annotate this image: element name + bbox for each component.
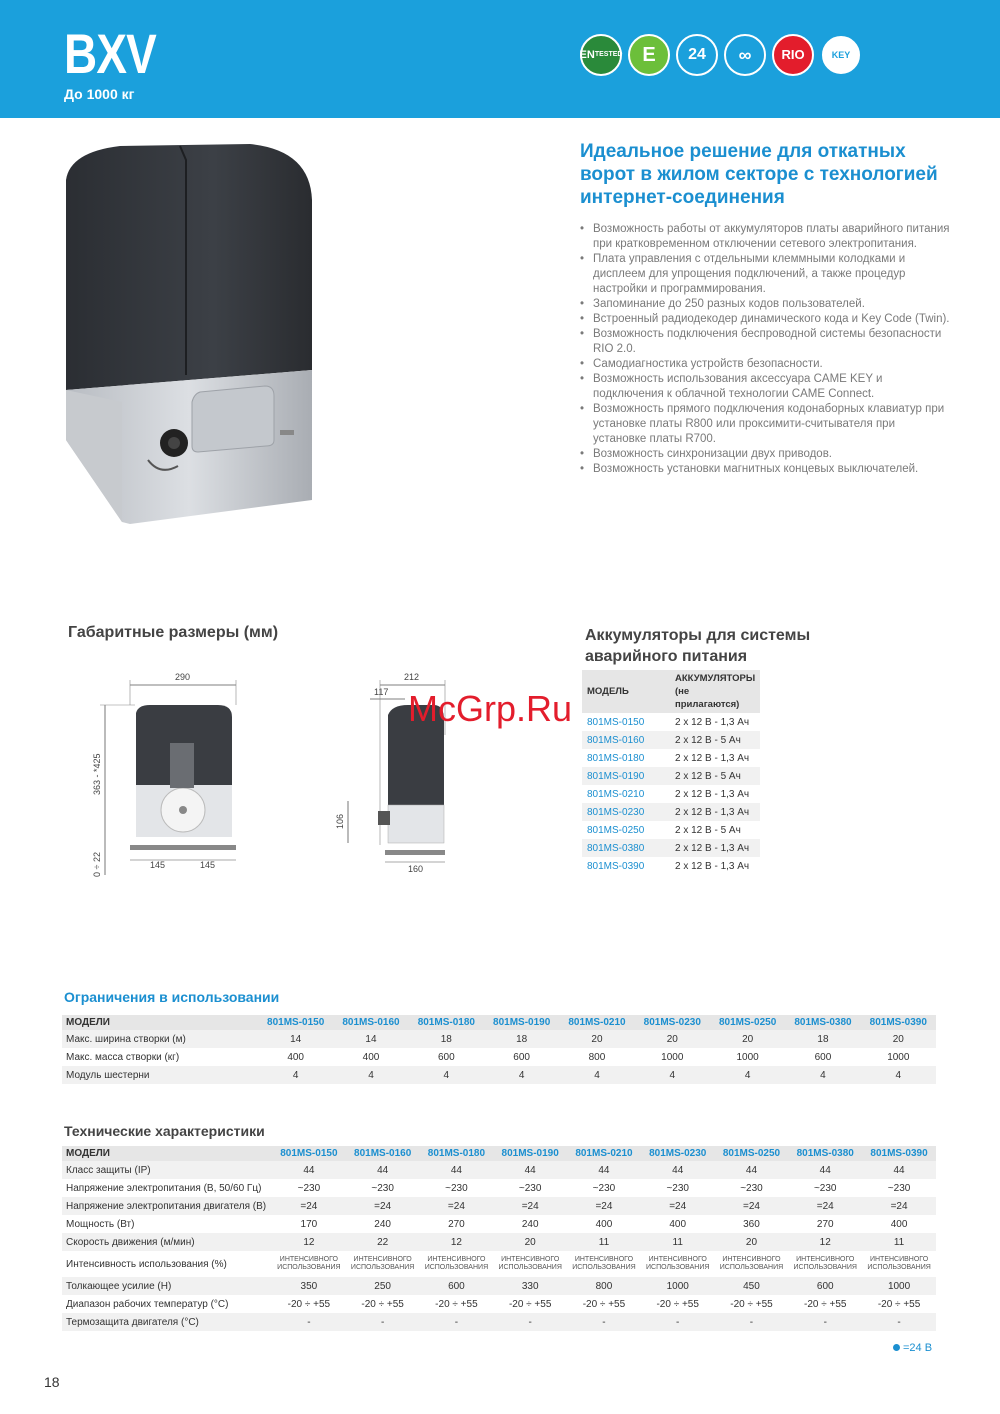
model-header: 801MS-0380 [788, 1146, 862, 1161]
battery-spec: 2 x 12 В - 1,3 Ач [675, 860, 750, 872]
front-width-label: 290 [175, 672, 191, 682]
battery-spec: 2 x 12 В - 1,3 Ач [675, 716, 750, 728]
en-tested-badge [580, 34, 622, 76]
cell-value: ~230 [297, 1182, 321, 1194]
dimensions-title: Габаритные размеры (мм) [68, 624, 279, 641]
cell-value: ~230 [666, 1182, 689, 1194]
cell-value: 4 [333, 1066, 408, 1084]
cell-value: 270 [448, 1218, 465, 1230]
models-header: МОДЕЛИ [62, 1015, 258, 1030]
cell-value: 270 [816, 1218, 834, 1230]
table-row [62, 1215, 936, 1233]
cell-value: =24 [788, 1197, 862, 1215]
cell-value: 1000 [661, 1051, 684, 1063]
batteries-col-battery-line2: (не прилагаются) [675, 686, 740, 710]
cell-value: - [272, 1313, 346, 1331]
feature-item: • Возможность установки магнитных концевых выключателей. [580, 462, 950, 477]
cell-value: ~230 [445, 1182, 468, 1194]
cell-value: 4 [559, 1066, 634, 1084]
table-row [582, 803, 760, 821]
cell-value: - [862, 1313, 936, 1331]
row-label: Толкающее усилие (Н) [62, 1277, 272, 1295]
cell-value: 600 [437, 1051, 455, 1063]
cell-value: ИНТЕНСИВНОГО ИСПОЛЬЗОВАНИЯ [424, 1256, 489, 1271]
battery-model: 801MS-0250 [587, 824, 645, 836]
cell-value: 800 [567, 1277, 641, 1295]
cell-value: ИНТЕНСИВНОГО ИСПОЛЬЗОВАНИЯ [277, 1256, 341, 1271]
cell-value: - [346, 1313, 420, 1331]
cell-value: ~230 [518, 1182, 542, 1194]
cell-value: 1000 [887, 1051, 910, 1063]
cell-value: - [420, 1313, 494, 1331]
cell-value: 44 [715, 1161, 789, 1179]
cell-value: 22 [346, 1233, 420, 1251]
cell-value: 11 [567, 1233, 641, 1251]
cell-value: =24 [567, 1197, 641, 1215]
side-base-label: 160 [408, 864, 424, 874]
cell-value: =24 [272, 1197, 346, 1215]
battery-model: 801MS-0210 [587, 788, 645, 800]
cell-value: 20 [635, 1030, 710, 1048]
cell-value: 1000 [862, 1277, 936, 1295]
cell-value: ИНТЕНСИВНОГО ИСПОЛЬЗОВАНИЯ [793, 1256, 857, 1271]
cell-value: 240 [374, 1218, 391, 1230]
cell-value: -20 ÷ +55 [287, 1298, 331, 1310]
cell-value: 330 [493, 1277, 567, 1295]
side-lower-label: 106 [335, 813, 345, 829]
cell-value: =24 [493, 1197, 567, 1215]
models-header: МОДЕЛИ [62, 1146, 272, 1161]
table-row [582, 785, 760, 803]
cell-value: 44 [788, 1161, 862, 1179]
cell-value: 44 [862, 1161, 936, 1179]
cell-value: 400 [362, 1051, 380, 1063]
cell-value: ИНТЕНСИВНОГО ИСПОЛЬЗОВАНИЯ [498, 1256, 562, 1271]
legend-text: =24 В [903, 1342, 933, 1354]
en-tested-badge-text: EN [579, 49, 595, 61]
cell-value: -20 ÷ +55 [582, 1298, 626, 1310]
cell-value: 14 [333, 1030, 408, 1048]
row-label: Интенсивность использования (%) [66, 1258, 227, 1270]
batteries-title [585, 625, 810, 667]
cell-value: 12 [272, 1233, 346, 1251]
cell-value: 1000 [736, 1051, 759, 1063]
front-height-label: 363 - *425 [92, 753, 102, 795]
battery-model: 801MS-0230 [582, 803, 670, 821]
model-header: 801MS-0210 [559, 1015, 634, 1030]
cell-value: 400 [890, 1218, 908, 1230]
cell-value: 4 [409, 1066, 484, 1084]
cell-value: 44 [272, 1161, 346, 1179]
cell-value: 14 [258, 1030, 333, 1048]
model-header: 801MS-0210 [567, 1146, 641, 1161]
model-header: 801MS-0160 [346, 1146, 420, 1161]
gate-motor-image [60, 140, 320, 530]
limits-table [62, 1015, 936, 1084]
row-label: Мощность (Вт) [66, 1218, 135, 1230]
key-badge [820, 34, 862, 76]
front-base-label: 0 ÷ 22 [92, 852, 102, 877]
row-label: Напряжение электропитания (В, 50/60 Гц) [66, 1182, 262, 1194]
cell-value: ~230 [813, 1182, 837, 1194]
batteries-col-battery [670, 670, 760, 713]
cell-value: 18 [785, 1030, 860, 1048]
page-number: 18 [44, 1374, 60, 1390]
cell-value: 600 [420, 1277, 494, 1295]
cell-value: 400 [595, 1218, 613, 1230]
cell-value: - [493, 1313, 567, 1331]
table-header-row [62, 1146, 936, 1161]
cell-value: =24 [862, 1197, 936, 1215]
cell-value: -20 ÷ +55 [804, 1298, 847, 1310]
feature-item: • Запоминание до 250 разных кодов пользователей. [580, 297, 950, 312]
table-row [62, 1295, 936, 1313]
model-header: 801MS-0230 [641, 1146, 715, 1161]
table-row [62, 1179, 936, 1197]
table-header-row [62, 1015, 936, 1030]
cell-value: 1000 [641, 1277, 715, 1295]
table-row [62, 1048, 936, 1066]
feature-list [580, 222, 950, 477]
table-row [62, 1030, 936, 1048]
row-label: Макс. масса створки (кг) [66, 1051, 180, 1063]
batteries-col-battery-line1: АККУМУЛЯТОРЫ [675, 673, 756, 684]
cell-value: -20 ÷ +55 [730, 1298, 773, 1310]
cell-value: ~230 [592, 1182, 616, 1194]
cell-value: ИНТЕНСИВНОГО ИСПОЛЬЗОВАНИЯ [867, 1256, 931, 1271]
model-header: 801MS-0180 [409, 1015, 484, 1030]
tech-table [62, 1146, 936, 1331]
cell-value: 4 [710, 1066, 785, 1084]
cell-value: 20 [493, 1233, 567, 1251]
cell-value: 240 [521, 1218, 539, 1230]
watermark-text: McGrp.Ru [408, 688, 573, 729]
energy-badge [628, 34, 670, 76]
feature-item: • Возможность подключения беспроводной системы безопасности RIO 2.0. [580, 327, 950, 357]
cell-value: =24 [346, 1197, 420, 1215]
cell-value: 800 [588, 1051, 606, 1063]
battery-spec: 2 x 12 В - 1,3 Ач [670, 803, 760, 821]
product-subtitle: До 1000 кг [64, 86, 135, 102]
model-header: 801MS-0150 [272, 1146, 346, 1161]
cell-value: 4 [484, 1066, 559, 1084]
battery-spec: 2 x 12 В - 1,3 Ач [675, 788, 750, 800]
feature-item: • Самодиагностика устройств безопасности. [580, 357, 950, 372]
cell-value: =24 [641, 1197, 715, 1215]
feature-item: • Возможность прямого подключения кодонаборных клавиатур при установке платы R800 или проксимити-считывателя при установке платы R700. [580, 402, 950, 447]
cell-value: 4 [635, 1066, 710, 1084]
table-row [62, 1313, 936, 1331]
side-depth-label: 212 [404, 672, 420, 682]
cell-value: 360 [743, 1218, 760, 1230]
model-header: 801MS-0250 [715, 1146, 789, 1161]
row-label: Термозащита двигателя (°С) [62, 1313, 272, 1331]
cell-value: 44 [567, 1161, 641, 1179]
table-row [62, 1233, 936, 1251]
rio-badge [772, 34, 814, 76]
cell-value: -20 ÷ +55 [656, 1298, 699, 1310]
cell-value: 44 [420, 1161, 494, 1179]
24v-badge [676, 34, 718, 76]
model-header: 801MS-0380 [785, 1015, 860, 1030]
model-header: 801MS-0190 [484, 1015, 559, 1030]
battery-model: 801MS-0160 [582, 731, 670, 749]
legend [893, 1342, 932, 1354]
battery-spec: 2 x 12 В - 5 Ач [670, 731, 760, 749]
table-row [62, 1277, 936, 1295]
cell-value: 12 [420, 1233, 494, 1251]
table-row [582, 821, 760, 839]
cell-value: 20 [861, 1030, 936, 1048]
table-row [582, 713, 760, 731]
battery-model: 801MS-0180 [587, 752, 645, 764]
batteries-col-model: МОДЕЛЬ [582, 670, 670, 713]
row-label: Диапазон рабочих температур (°С) [66, 1298, 229, 1310]
battery-model: 801MS-0380 [582, 839, 670, 857]
connect-badge-text: ∞ [738, 45, 752, 65]
rio-badge-text: RIO [781, 47, 805, 62]
cell-value: ИНТЕНСИВНОГО ИСПОЛЬЗОВАНИЯ [645, 1256, 710, 1271]
model-header: 801MS-0390 [862, 1146, 936, 1161]
battery-model: 801MS-0150 [587, 716, 645, 728]
model-header: 801MS-0390 [861, 1015, 936, 1030]
battery-model: 801MS-0190 [582, 767, 670, 785]
model-header: 801MS-0160 [333, 1015, 408, 1030]
cell-value: 20 [710, 1030, 785, 1048]
cell-value: 11 [641, 1233, 715, 1251]
model-header: 801MS-0230 [635, 1015, 710, 1030]
energy-badge-text: E [642, 44, 656, 66]
cell-value: - [788, 1313, 862, 1331]
cell-value: -20 ÷ +55 [435, 1298, 478, 1310]
feature-item: • Возможность работы от аккумуляторов платы аварийного питания при кратковременном отключении сетевого электропитания. [580, 222, 950, 252]
header-band [0, 0, 1000, 118]
cell-value: 4 [861, 1066, 936, 1084]
cell-value: ~230 [740, 1182, 763, 1194]
cell-value: - [641, 1313, 715, 1331]
cell-value: 400 [669, 1218, 687, 1230]
battery-spec: 2 x 12 В - 5 Ач [670, 767, 760, 785]
cell-value: 250 [346, 1277, 420, 1295]
row-label: Напряжение электропитания двигателя (В) [62, 1197, 272, 1215]
front-view-drawing [80, 665, 250, 880]
feature-item: • Плата управления с отдельными клеммными колодками и дисплеем для упрощения подключений, а также процедур настройки и программирования. [580, 252, 950, 297]
feature-badges [580, 34, 862, 76]
batteries-table [582, 670, 760, 875]
bullet-icon [893, 1344, 900, 1351]
cell-value: ~230 [887, 1182, 911, 1194]
row-label: Модуль шестерни [62, 1066, 258, 1084]
cell-value: ИНТЕНСИВНОГО ИСПОЛЬЗОВАНИЯ [719, 1256, 784, 1271]
cell-value: =24 [715, 1197, 789, 1215]
cell-value: 18 [409, 1030, 484, 1048]
cell-value: 350 [272, 1277, 346, 1295]
cell-value: 4 [258, 1066, 333, 1084]
cell-value: 11 [862, 1233, 936, 1251]
cell-value: 18 [484, 1030, 559, 1048]
batteries-title-line1: Аккумуляторы для системы [585, 627, 811, 644]
cell-value: 20 [559, 1030, 634, 1048]
cell-value: =24 [420, 1197, 494, 1215]
row-label: Класс защиты (IP) [62, 1161, 272, 1179]
row-label: Макс. ширина створки (м) [62, 1030, 258, 1048]
en-tested-badge-subtext: TESTED [594, 51, 623, 58]
cell-value: 450 [715, 1277, 789, 1295]
table-row [62, 1251, 936, 1277]
model-header: 801MS-0190 [493, 1146, 567, 1161]
battery-spec: 2 x 12 В - 1,3 Ач [675, 752, 750, 764]
tech-title: Технические характеристики [64, 1123, 265, 1139]
model-header: 801MS-0250 [710, 1015, 785, 1030]
battery-spec: 2 x 12 В - 1,3 Ач [670, 839, 760, 857]
limits-title: Ограничения в использовании [64, 989, 280, 1005]
table-row [582, 839, 760, 857]
cell-value: 44 [493, 1161, 567, 1179]
battery-model: 801MS-0390 [587, 860, 645, 872]
cell-value: ~230 [371, 1182, 394, 1194]
cell-value: 600 [814, 1051, 832, 1063]
cell-value: -20 ÷ +55 [361, 1298, 404, 1310]
model-header: 801MS-0150 [258, 1015, 333, 1030]
table-row [62, 1066, 936, 1084]
front-left-label: 145 [150, 860, 166, 870]
cell-value: 12 [788, 1233, 862, 1251]
cell-value: -20 ÷ +55 [508, 1298, 552, 1310]
cell-value: 400 [287, 1051, 304, 1063]
front-right-label: 145 [200, 860, 216, 870]
product-title: BXV [64, 22, 156, 85]
table-row [582, 857, 760, 875]
feature-item: • Встроенный радиодекодер динамического кода и Key Code (Twin). [580, 312, 950, 327]
connect-badge [724, 34, 766, 76]
24v-badge-text: 24 [688, 46, 706, 63]
cell-value: -20 ÷ +55 [877, 1298, 921, 1310]
feature-item: • Возможность синхронизации двух приводов. [580, 447, 950, 462]
battery-spec: 2 x 12 В - 5 Ач [675, 824, 741, 836]
table-row [62, 1161, 936, 1179]
feature-item: • Возможность использования аксессуара CAME KEY и подключения к облачной технологии CAME Connect. [580, 372, 950, 402]
cell-value: 44 [346, 1161, 420, 1179]
row-label: Скорость движения (м/мин) [62, 1233, 272, 1251]
cell-value: - [715, 1313, 789, 1331]
cell-value: ИНТЕНСИВНОГО ИСПОЛЬЗОВАНИЯ [350, 1256, 415, 1271]
key-badge-text: KEY [831, 50, 851, 60]
cell-value: 20 [715, 1233, 789, 1251]
cell-value: 4 [785, 1066, 860, 1084]
table-row [582, 767, 760, 785]
cell-value: 600 [788, 1277, 862, 1295]
cell-value: - [567, 1313, 641, 1331]
cell-value: 600 [513, 1051, 530, 1063]
side-offset-label: 117 [374, 687, 389, 697]
intro-headline: Идеальное решение для откатных ворот в жилом секторе с технологией интернет-соединения [580, 141, 938, 208]
table-row [582, 731, 760, 749]
cell-value: ИНТЕНСИВНОГО ИСПОЛЬЗОВАНИЯ [572, 1256, 636, 1271]
model-header: 801MS-0180 [420, 1146, 494, 1161]
table-row [62, 1197, 936, 1215]
cell-value: 44 [641, 1161, 715, 1179]
batteries-title-line2: аварийного питания [585, 648, 748, 665]
cell-value: 170 [300, 1218, 318, 1230]
table-row [582, 749, 760, 767]
